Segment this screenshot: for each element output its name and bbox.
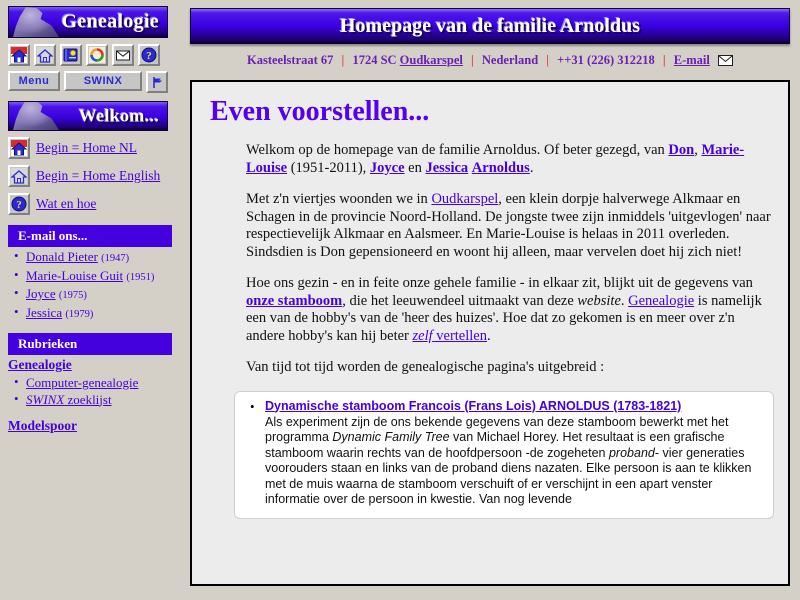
rubrieken-modelspoor-link[interactable]: Modelspoor	[8, 418, 77, 433]
link-zelf-italic: zelf	[412, 327, 433, 344]
list-item[interactable]	[247, 399, 761, 508]
page-title-banner	[190, 8, 790, 44]
address-postcode: 1724 SC	[352, 53, 397, 67]
list-item[interactable]	[8, 392, 180, 409]
rubrieken-swinx-link[interactable]	[26, 392, 112, 407]
rubrieken-computer-genealogie-link[interactable]: Computer-genealogie	[26, 375, 139, 390]
link-zelf-vertellen[interactable]	[413, 328, 488, 344]
sphinx-image	[13, 101, 59, 130]
text: van Michael Horey. Het resultaat is een grafische stamboom waarin rechts van de hoofdpersoon -de zogeheten	[265, 430, 725, 460]
link-don[interactable]: Don	[668, 142, 695, 158]
sidebar-item-label[interactable]: Begin = Home English	[36, 168, 161, 183]
email-person-link[interactable]: Jessica	[26, 304, 63, 320]
text: ,	[694, 142, 702, 158]
sidebar-item-label[interactable]: Begin = Home NL	[36, 140, 137, 155]
separator: |	[471, 53, 474, 67]
separator: |	[662, 53, 666, 67]
main-column	[180, 0, 800, 600]
text: Als experiment zijn de ons bekende gegevens van deze stamboom bewerkt met het programma	[265, 414, 729, 444]
content-panel	[190, 80, 790, 586]
email-person-year: (1979)	[65, 308, 94, 320]
toolbar-buttons	[8, 71, 180, 93]
sidebar-item-wat-en-hoe[interactable]	[8, 193, 180, 215]
email-list	[8, 249, 180, 323]
link-vertellen: vertellen	[432, 327, 487, 344]
link-arnoldus[interactable]: Arnoldus	[471, 159, 530, 176]
toolbar-icons	[8, 44, 180, 66]
info-box-body	[265, 415, 761, 508]
book-icon[interactable]	[60, 44, 82, 66]
brand-banner-label: Genealogie	[61, 10, 159, 33]
mail-icon[interactable]	[718, 55, 733, 70]
text-italic-website: website	[577, 292, 621, 309]
text: .	[487, 327, 491, 344]
text: is namelijk een van de hobby's van de 'heer des huizes'. Hoe dat zo gekomen is en meer over z'n andere hobby's kan hij beter	[246, 292, 762, 344]
welcome-banner[interactable]	[8, 101, 168, 131]
flag-icon[interactable]	[146, 71, 168, 93]
text: en	[404, 159, 426, 176]
page-title: Homepage van de familie Arnoldus	[339, 14, 640, 37]
text: Hoe ons gezin - en in feite onze gehele familie - in elkaar zit, blijkt uit de gegevens van	[246, 275, 753, 291]
link-genealogie[interactable]: Genealogie	[628, 292, 695, 309]
link-jessica[interactable]: Jessica	[425, 159, 469, 176]
swinx-label: SWINX	[26, 391, 65, 407]
text-italic-proband: proband	[608, 445, 655, 460]
home-nl-icon[interactable]	[8, 44, 30, 66]
separator: |	[341, 53, 345, 67]
welcome-banner-label: Welkom...	[78, 105, 159, 126]
list-item[interactable]	[8, 305, 180, 324]
paragraph-uitgebreid: Van tijd tot tijd worden de genealogische pagina's uitgebreid :	[246, 359, 605, 375]
sidebar-item-home-nl[interactable]	[8, 137, 180, 159]
link-dynamische-stamboom[interactable]: • Dynamische stamboom Francois (Frans Lois) ARNOLDUS (1783-1821)	[265, 398, 682, 413]
rubrieken-genealogie-link[interactable]: Genealogie	[8, 357, 72, 372]
info-list	[247, 399, 761, 508]
list-item[interactable]	[8, 375, 180, 392]
link-marie-louise[interactable]: Marie-Louise	[246, 142, 745, 176]
list-item[interactable]	[8, 249, 180, 268]
link-joyce[interactable]: Joyce	[369, 159, 405, 176]
help-icon[interactable]	[138, 44, 160, 66]
link-oudkarspel[interactable]: Oudkarspel	[431, 191, 499, 207]
email-section-heading: E-mail ons...	[8, 225, 172, 247]
address-email-link[interactable]: E-mail	[673, 53, 710, 67]
refresh-icon[interactable]	[86, 44, 108, 66]
address-bar	[190, 53, 790, 70]
email-person-link[interactable]: Marie-Louise Guit	[26, 267, 124, 283]
email-person-link[interactable]: Donald Pieter	[26, 249, 98, 264]
paragraph-stamboom	[206, 275, 774, 345]
help-icon	[8, 193, 30, 215]
paragraph-intro	[206, 142, 774, 177]
email-person-link[interactable]: Joyce	[26, 286, 56, 301]
text: Welkom op de homepage van de familie Arnoldus. Of beter gezegd, van	[246, 142, 669, 158]
list-item[interactable]	[8, 286, 180, 305]
email-person-year: (1951)	[126, 271, 155, 283]
address-country: Nederland	[481, 53, 539, 67]
text: .	[529, 159, 534, 176]
sidebar	[0, 0, 180, 600]
address-phone: ++31 (226) 312218	[557, 53, 655, 67]
info-box	[234, 391, 774, 519]
text: , een klein dorpje halverwege Alkmaar en Schagen in de provincie Noord-Holland. De jongste twee zijn inmiddels 'uitgevlogen' naar respectievelijk Alkmaar en Aalsmeer. En Marie-Louise is helaas in 2011 overleden. Sindsdien is Don gepensioneerd en woont hij alleen, maar vervelen doet hij zich niet!	[246, 191, 771, 260]
address-city-link[interactable]: Oudkarspel	[399, 53, 463, 67]
svg-text:?: ?	[146, 50, 152, 62]
link-onze-stamboom[interactable]: onze stamboom	[246, 292, 343, 309]
mail-icon[interactable]	[112, 44, 134, 66]
text-italic-dynamic-family-tree: Dynamic Family Tree	[332, 430, 450, 444]
email-person-year: (1947)	[101, 253, 130, 264]
text: .	[620, 292, 629, 309]
sphinx-image	[13, 7, 59, 37]
home-english-icon[interactable]	[34, 44, 56, 66]
text: , die het leeuwendeel uitmaakt van deze	[342, 292, 578, 309]
brand-banner-genealogie[interactable]	[8, 6, 168, 38]
list-item[interactable]	[8, 268, 180, 287]
sidebar-item-home-english[interactable]	[8, 165, 180, 187]
menu-button[interactable]: Menu	[8, 71, 60, 91]
content-heading: Even voorstellen...	[210, 96, 430, 127]
rubrieken-list	[8, 375, 180, 408]
home-english-icon	[8, 165, 30, 187]
sidebar-item-label[interactable]: Wat en hoe	[36, 196, 97, 211]
swinx-button[interactable]: SWINX	[64, 71, 142, 91]
svg-text:?: ?	[16, 199, 22, 211]
paragraph-woonplaats	[206, 191, 774, 261]
address-street: Kasteelstraat 67	[246, 53, 334, 67]
text: Met z'n viertjes woonden we in	[246, 191, 432, 207]
text: - vier generaties voorouders staan en links van de proband diens nazaten. Elke persoon is aan te klikken met de muis waarna de stamboom verschuift of er verschijnt in een apart venster informatie over de persoon in kwestie. Van nog levende	[265, 445, 752, 506]
separator: |	[546, 53, 550, 67]
swinx-label-rest: zoeklijst	[64, 391, 112, 407]
email-person-year: (1975)	[58, 290, 87, 301]
home-nl-icon	[8, 137, 30, 159]
text: (1951-2011),	[287, 159, 370, 176]
rubrieken-section-heading: Rubrieken	[8, 333, 172, 355]
